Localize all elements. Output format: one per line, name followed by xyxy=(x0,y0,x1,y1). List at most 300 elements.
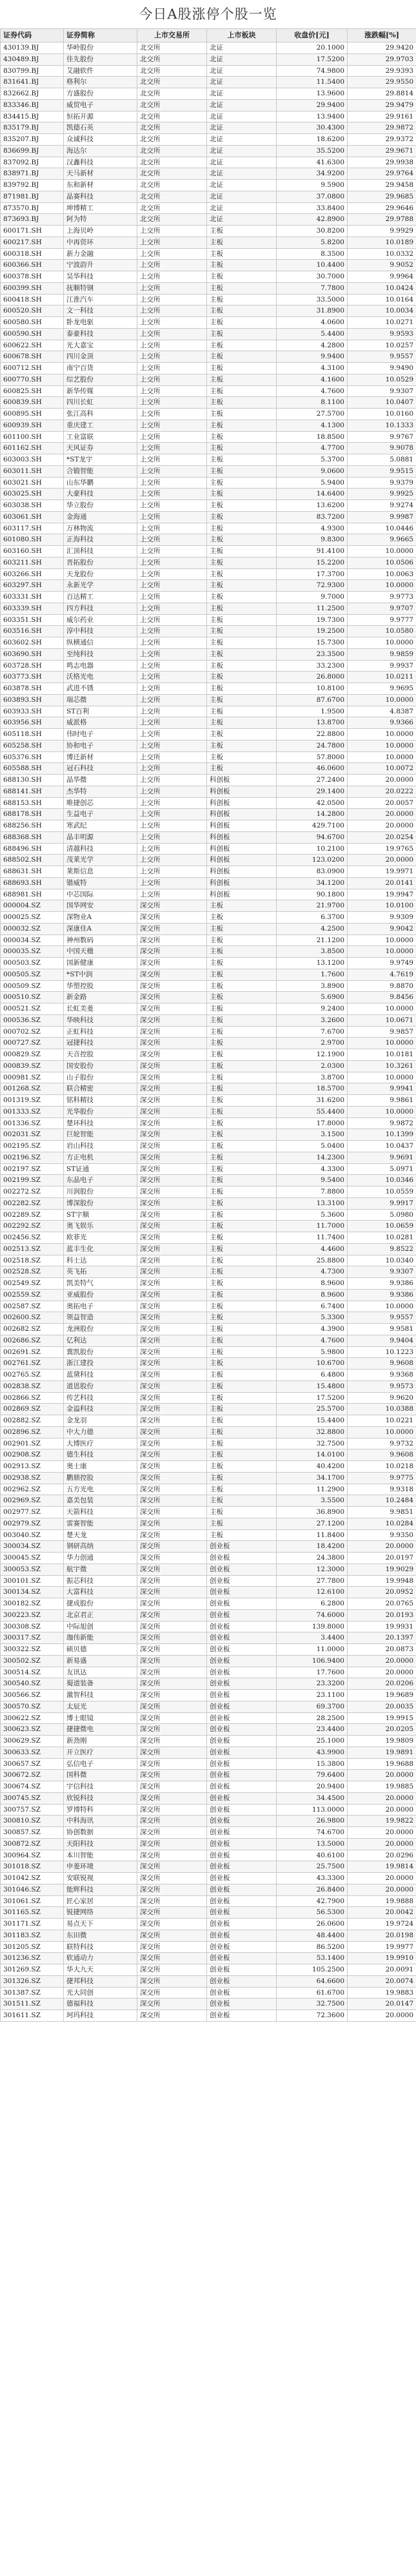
cell-code: 000032.SZ xyxy=(1,923,64,935)
cell-exchange: 深交所 xyxy=(137,1095,207,1107)
cell-exchange: 深交所 xyxy=(137,1724,207,1736)
cell-board: 主板 xyxy=(207,958,277,969)
cell-code: 000503.SZ xyxy=(1,958,64,969)
cell-name: 科士达 xyxy=(64,1255,137,1266)
cell-board: 主板 xyxy=(207,1003,277,1015)
cell-exchange: 上交所 xyxy=(137,592,207,603)
cell-name: 金龙羽 xyxy=(64,1415,137,1427)
cell-close-price: 4.7600 xyxy=(277,1335,348,1346)
cell-board: 北证 xyxy=(207,134,277,146)
cell-change-pct: 5.0980 xyxy=(348,1209,416,1221)
cell-change-pct: 19.9689 xyxy=(348,1690,416,1701)
cell-board: 主板 xyxy=(207,534,277,546)
cell-board: 主板 xyxy=(207,1060,277,1072)
cell-name: 中再资环 xyxy=(64,237,137,248)
cell-code: 002513.SZ xyxy=(1,1243,64,1255)
cell-exchange: 上交所 xyxy=(137,831,207,843)
cell-change-pct: 9.9857 xyxy=(348,1026,416,1038)
cell-code: 836699.BJ xyxy=(1,145,64,157)
cell-code: 002908.SZ xyxy=(1,1449,64,1461)
cell-close-price: 9.2400 xyxy=(277,1003,348,1015)
cell-code: 603297.SH xyxy=(1,580,64,592)
cell-code: 601080.SH xyxy=(1,534,64,546)
cell-board: 主板 xyxy=(207,351,277,363)
cell-name: 匠心家居 xyxy=(64,1895,137,1907)
cell-exchange: 北交所 xyxy=(137,53,207,65)
cell-exchange: 深交所 xyxy=(137,1118,207,1129)
cell-close-price: 9.7000 xyxy=(277,592,348,603)
table-row xyxy=(1,77,416,88)
cell-board: 主板 xyxy=(207,1095,277,1107)
cell-close-price: 30.8200 xyxy=(277,226,348,237)
cell-exchange: 深交所 xyxy=(137,1919,207,1930)
table-row xyxy=(1,1335,416,1346)
cell-exchange: 深交所 xyxy=(137,1301,207,1312)
cell-name: 神州数码 xyxy=(64,935,137,946)
cell-exchange: 上交所 xyxy=(137,374,207,385)
cell-name: 山东华鹏 xyxy=(64,477,137,489)
cell-close-price: 13.9600 xyxy=(277,88,348,100)
table-row xyxy=(1,385,416,397)
table-row xyxy=(1,786,416,797)
cell-change-pct: 9.9732 xyxy=(348,1438,416,1449)
cell-change-pct: 10.0659 xyxy=(348,1221,416,1232)
cell-board: 创业板 xyxy=(207,1792,277,1804)
cell-change-pct: 10.0271 xyxy=(348,317,416,329)
table-row xyxy=(1,1346,416,1358)
cell-change-pct: 29.8814 xyxy=(348,88,416,100)
cell-board: 北证 xyxy=(207,53,277,65)
cell-code: 871981.BJ xyxy=(1,191,64,202)
cell-board: 创业板 xyxy=(207,1861,277,1873)
cell-code: 301061.SZ xyxy=(1,1895,64,1907)
cell-name: 亚威股份 xyxy=(64,1289,137,1301)
cell-name: 钢研高纳 xyxy=(64,1541,137,1553)
cell-exchange: 深交所 xyxy=(137,958,207,969)
cell-exchange: 深交所 xyxy=(137,2010,207,2022)
cell-board: 主板 xyxy=(207,271,277,283)
cell-name: 鹏鼎控股 xyxy=(64,1472,137,1484)
cell-change-pct: 9.8870 xyxy=(348,980,416,992)
table-row xyxy=(1,1484,416,1495)
cell-name: 晶赛科技 xyxy=(64,191,137,202)
cell-change-pct: 9.9557 xyxy=(348,351,416,363)
table-row xyxy=(1,260,416,271)
cell-code: 600318.SH xyxy=(1,248,64,260)
cell-name: 东田微 xyxy=(64,1930,137,1941)
cell-code: 300101.SZ xyxy=(1,1575,64,1587)
table-row xyxy=(1,397,416,409)
cell-exchange: 深交所 xyxy=(137,1209,207,1221)
cell-exchange: 上交所 xyxy=(137,809,207,820)
cell-close-price: 10.8100 xyxy=(277,683,348,695)
table-row xyxy=(1,1873,416,1884)
cell-close-price: 11.7400 xyxy=(277,1232,348,1244)
cell-code: 300045.SZ xyxy=(1,1553,64,1564)
cell-code: 002901.SZ xyxy=(1,1438,64,1449)
cell-change-pct: 10.0437 xyxy=(348,1141,416,1152)
cell-name: 汉鑫科技 xyxy=(64,157,137,168)
cell-exchange: 深交所 xyxy=(137,1770,207,1781)
table-row xyxy=(1,443,416,454)
cell-name: 方盛股份 xyxy=(64,88,137,100)
cell-close-price: 12.1900 xyxy=(277,1049,348,1061)
cell-code: 300810.SZ xyxy=(1,1816,64,1827)
cell-name: 文一科技 xyxy=(64,305,137,317)
cell-code: 603339.SH xyxy=(1,603,64,614)
table-row xyxy=(1,1667,416,1678)
cell-exchange: 深交所 xyxy=(137,1392,207,1404)
table-row xyxy=(1,1941,416,1953)
cell-exchange: 上交所 xyxy=(137,889,207,900)
cell-code: 002199.SZ xyxy=(1,1175,64,1186)
cell-exchange: 北交所 xyxy=(137,88,207,100)
table-row xyxy=(1,1449,416,1461)
cell-close-price: 4.3900 xyxy=(277,1324,348,1335)
cell-change-pct: 29.9420 xyxy=(348,43,416,54)
cell-name: 龙洲股份 xyxy=(64,1324,137,1335)
cell-exchange: 深交所 xyxy=(137,1644,207,1656)
cell-exchange: 上交所 xyxy=(137,328,207,340)
cell-name: 光华股份 xyxy=(64,1106,137,1118)
cell-name: 冀凯股份 xyxy=(64,1346,137,1358)
cell-name: 楚天龙 xyxy=(64,1529,137,1541)
cell-code: 300964.SZ xyxy=(1,1850,64,1861)
cell-code: 300308.SZ xyxy=(1,1621,64,1632)
cell-name: ST宇顺 xyxy=(64,1209,137,1221)
cell-code: 002969.SZ xyxy=(1,1495,64,1507)
cell-close-price: 13.8700 xyxy=(277,717,348,729)
table-row xyxy=(1,122,416,134)
cell-exchange: 北交所 xyxy=(137,145,207,157)
cell-close-price: 18.5700 xyxy=(277,1083,348,1095)
cell-exchange: 上交所 xyxy=(137,694,207,706)
cell-change-pct: 9.9964 xyxy=(348,271,416,283)
cell-name: 大博医疗 xyxy=(64,1438,137,1449)
cell-board: 主板 xyxy=(207,1449,277,1461)
cell-code: 000034.SZ xyxy=(1,935,64,946)
cell-name: 晋拓股份 xyxy=(64,557,137,568)
cell-name: 坤博精工 xyxy=(64,202,137,214)
cell-change-pct: 20.0000 xyxy=(348,2010,416,2022)
cell-close-price: 72.3600 xyxy=(277,2010,348,2022)
cell-board: 创业板 xyxy=(207,1884,277,1895)
cell-board: 主板 xyxy=(207,1507,277,1518)
cell-code: 603893.SH xyxy=(1,694,64,706)
table-row xyxy=(1,1747,416,1758)
cell-code: 000727.SZ xyxy=(1,1038,64,1049)
page-title: 今日A股涨停个股一览 xyxy=(139,6,277,22)
table-row xyxy=(1,1701,416,1712)
cell-close-price: 32.8800 xyxy=(277,1426,348,1438)
cell-close-price: 15.4400 xyxy=(277,1415,348,1427)
cell-exchange: 深交所 xyxy=(137,1827,207,1839)
cell-board: 主板 xyxy=(207,980,277,992)
cell-exchange: 上交所 xyxy=(137,877,207,889)
cell-name: 伟时电子 xyxy=(64,729,137,741)
cell-close-price: 74.9800 xyxy=(277,65,348,77)
cell-name: 激智科技 xyxy=(64,1690,137,1701)
cell-change-pct: 10.0340 xyxy=(348,1255,416,1266)
cell-exchange: 上交所 xyxy=(137,717,207,729)
table-row xyxy=(1,1221,416,1232)
cell-board: 主板 xyxy=(207,363,277,374)
cell-close-price: 83.0900 xyxy=(277,866,348,878)
cell-board: 创业板 xyxy=(207,1724,277,1736)
cell-exchange: 深交所 xyxy=(137,1380,207,1392)
cell-name: 联特科技 xyxy=(64,1941,137,1953)
table-row xyxy=(1,534,416,546)
column-header-exchange: 上市交易所 xyxy=(137,29,207,43)
table-row xyxy=(1,1632,416,1644)
cell-exchange: 深交所 xyxy=(137,1186,207,1198)
cell-exchange: 上交所 xyxy=(137,465,207,477)
cell-board: 主板 xyxy=(207,557,277,568)
cell-change-pct: 19.9765 xyxy=(348,843,416,855)
cell-code: 301165.SZ xyxy=(1,1907,64,1919)
cell-name: 江淮汽车 xyxy=(64,294,137,305)
cell-name: 北京君正 xyxy=(64,1609,137,1621)
cell-close-price: 56.5300 xyxy=(277,1907,348,1919)
cell-change-pct: 9.9350 xyxy=(348,1529,416,1541)
table-row xyxy=(1,351,416,363)
table-row xyxy=(1,1289,416,1301)
cell-board: 科创板 xyxy=(207,843,277,855)
cell-close-price: 15.4800 xyxy=(277,1380,348,1392)
cell-board: 主板 xyxy=(207,1118,277,1129)
table-row xyxy=(1,1095,416,1107)
cell-exchange: 上交所 xyxy=(137,260,207,271)
table-row xyxy=(1,1587,416,1598)
cell-exchange: 深交所 xyxy=(137,1678,207,1690)
cell-board: 创业板 xyxy=(207,1701,277,1712)
cell-change-pct: 20.0000 xyxy=(348,1541,416,1553)
cell-change-pct: 9.9775 xyxy=(348,1472,416,1484)
cell-name: 奥飞娱乐 xyxy=(64,1221,137,1232)
cell-code: 300757.SZ xyxy=(1,1804,64,1816)
cell-code: 000981.SZ xyxy=(1,1072,64,1083)
cell-code: 601162.SH xyxy=(1,443,64,454)
cell-exchange: 深交所 xyxy=(137,1804,207,1816)
cell-exchange: 深交所 xyxy=(137,1312,207,1324)
cell-exchange: 深交所 xyxy=(137,1758,207,1770)
cell-board: 科创板 xyxy=(207,877,277,889)
cell-change-pct: 9.9941 xyxy=(348,1083,416,1095)
cell-code: 002869.SZ xyxy=(1,1404,64,1415)
cell-change-pct: 10.0181 xyxy=(348,1049,416,1061)
cell-change-pct: 19.9724 xyxy=(348,1919,416,1930)
cell-code: 002838.SZ xyxy=(1,1380,64,1392)
table-row xyxy=(1,694,416,706)
cell-code: 000004.SZ xyxy=(1,900,64,912)
cell-close-price: 32.7500 xyxy=(277,1438,348,1449)
table-row xyxy=(1,820,416,832)
cell-board: 主板 xyxy=(207,1232,277,1244)
cell-change-pct: 9.9404 xyxy=(348,1335,416,1346)
cell-exchange: 深交所 xyxy=(137,946,207,958)
cell-close-price: 113.0000 xyxy=(277,1804,348,1816)
cell-code: 830799.BJ xyxy=(1,65,64,77)
cell-board: 主板 xyxy=(207,1461,277,1473)
cell-close-price: 21.1200 xyxy=(277,935,348,946)
cell-change-pct: 20.0206 xyxy=(348,1678,416,1690)
cell-change-pct: 5.0971 xyxy=(348,1163,416,1175)
cell-close-price: 12.6100 xyxy=(277,1587,348,1598)
cell-code: 430489.BJ xyxy=(1,53,64,65)
cell-name: 捷捷微电 xyxy=(64,1724,137,1736)
cell-code: 605376.SH xyxy=(1,751,64,763)
cell-exchange: 上交所 xyxy=(137,523,207,534)
cell-board: 主板 xyxy=(207,489,277,500)
cell-exchange: 上交所 xyxy=(137,409,207,420)
cell-close-price: 11.2500 xyxy=(277,603,348,614)
cell-code: 688496.SH xyxy=(1,843,64,855)
cell-change-pct: 29.9458 xyxy=(348,180,416,191)
cell-name: 合锻智能 xyxy=(64,465,137,477)
cell-board: 主板 xyxy=(207,385,277,397)
table-row xyxy=(1,1930,416,1941)
cell-code: 301018.SZ xyxy=(1,1861,64,1873)
cell-board: 北证 xyxy=(207,180,277,191)
cell-code: 301511.SZ xyxy=(1,1999,64,2010)
cell-close-price: 9.9400 xyxy=(277,351,348,363)
column-header-name: 证券简称 xyxy=(64,29,137,43)
cell-close-price: 28.2500 xyxy=(277,1712,348,1724)
cell-code: 603602.SH xyxy=(1,637,64,649)
cell-change-pct: 10.0446 xyxy=(348,523,416,534)
cell-exchange: 深交所 xyxy=(137,1736,207,1747)
cell-change-pct: 10.0000 xyxy=(348,580,416,592)
table-row xyxy=(1,111,416,122)
cell-name: 正虹科技 xyxy=(64,1026,137,1038)
cell-code: 603061.SH xyxy=(1,511,64,523)
cell-exchange: 深交所 xyxy=(137,1895,207,1907)
cell-name: 中际旭创 xyxy=(64,1621,137,1632)
table-row xyxy=(1,1106,416,1118)
table-row xyxy=(1,672,416,683)
cell-exchange: 上交所 xyxy=(137,706,207,717)
table-row xyxy=(1,420,416,431)
cell-name: 天箭科技 xyxy=(64,1507,137,1518)
cell-board: 创业板 xyxy=(207,1770,277,1781)
cell-exchange: 上交所 xyxy=(137,477,207,489)
cell-code: 002691.SZ xyxy=(1,1346,64,1358)
cell-close-price: 27.1200 xyxy=(277,1518,348,1529)
cell-code: 300034.SZ xyxy=(1,1541,64,1553)
cell-exchange: 深交所 xyxy=(137,1953,207,1964)
cell-code: 002587.SZ xyxy=(1,1301,64,1312)
cell-name: 泰豪科技 xyxy=(64,328,137,340)
cell-change-pct: 9.9872 xyxy=(348,1118,416,1129)
cell-change-pct: 10.0000 xyxy=(348,751,416,763)
table-row xyxy=(1,1770,416,1781)
table-row xyxy=(1,1129,416,1141)
cell-exchange: 深交所 xyxy=(137,1415,207,1427)
cell-close-price: 13.6200 xyxy=(277,500,348,512)
cell-close-price: 2.9700 xyxy=(277,1038,348,1049)
cell-change-pct: 9.9515 xyxy=(348,465,416,477)
table-row xyxy=(1,1163,416,1175)
cell-change-pct: 10.0281 xyxy=(348,1232,416,1244)
cell-change-pct: 9.9490 xyxy=(348,363,416,374)
cell-code: 603933.SH xyxy=(1,706,64,717)
cell-exchange: 深交所 xyxy=(137,1141,207,1152)
cell-change-pct: 9.9929 xyxy=(348,226,416,237)
cell-code: 300633.SZ xyxy=(1,1747,64,1758)
cell-board: 主板 xyxy=(207,592,277,603)
cell-exchange: 深交所 xyxy=(137,1873,207,1884)
table-row xyxy=(1,1495,416,1507)
cell-change-pct: 9.9593 xyxy=(348,328,416,340)
cell-code: 688981.SH xyxy=(1,889,64,900)
cell-name: 沃格光电 xyxy=(64,672,137,683)
cell-board: 主板 xyxy=(207,614,277,626)
cell-code: 600366.SH xyxy=(1,260,64,271)
cell-exchange: 北交所 xyxy=(137,111,207,122)
cell-board: 主板 xyxy=(207,1392,277,1404)
cell-exchange: 上交所 xyxy=(137,614,207,626)
cell-board: 主板 xyxy=(207,454,277,466)
cell-change-pct: 19.9977 xyxy=(348,1941,416,1953)
cell-close-price: 34.1200 xyxy=(277,877,348,889)
table-row xyxy=(1,831,416,843)
cell-change-pct: 10.3261 xyxy=(348,1060,416,1072)
cell-change-pct: 9.9307 xyxy=(348,1266,416,1278)
cell-close-price: 23.3200 xyxy=(277,1678,348,1690)
cell-change-pct: 10.0211 xyxy=(348,672,416,683)
cell-change-pct: 20.0000 xyxy=(348,1667,416,1678)
cell-change-pct: 10.0000 xyxy=(348,1106,416,1118)
cell-close-price: 42.7900 xyxy=(277,1895,348,1907)
cell-name: 万林物流 xyxy=(64,523,137,534)
cell-change-pct: 20.0000 xyxy=(348,1873,416,1884)
cell-close-price: 5.3300 xyxy=(277,1312,348,1324)
table-row xyxy=(1,1553,416,1564)
cell-change-pct: 29.9161 xyxy=(348,111,416,122)
cell-name: 新金路 xyxy=(64,992,137,1003)
cell-exchange: 北交所 xyxy=(137,168,207,180)
cell-code: 603331.SH xyxy=(1,592,64,603)
table-row xyxy=(1,969,416,980)
cell-board: 主板 xyxy=(207,1038,277,1049)
cell-close-price: 10.2100 xyxy=(277,843,348,855)
cell-change-pct: 20.0074 xyxy=(348,1975,416,1987)
cell-name: 天音控股 xyxy=(64,1049,137,1061)
cell-board: 创业板 xyxy=(207,1632,277,1644)
cell-name: 淳中科技 xyxy=(64,626,137,637)
table-row xyxy=(1,374,416,385)
cell-change-pct: 29.9372 xyxy=(348,134,416,146)
cell-change-pct: 20.0000 xyxy=(348,1804,416,1816)
cell-name: 唯捷创芯 xyxy=(64,797,137,809)
cell-exchange: 上交所 xyxy=(137,340,207,351)
cell-change-pct: 20.0222 xyxy=(348,786,416,797)
cell-name: 鸣志电器 xyxy=(64,660,137,672)
cell-exchange: 深交所 xyxy=(137,1541,207,1553)
cell-change-pct: 29.9938 xyxy=(348,157,416,168)
cell-code: 300674.SZ xyxy=(1,1781,64,1793)
cell-change-pct: 20.0091 xyxy=(348,1964,416,1976)
cell-board: 主板 xyxy=(207,672,277,683)
cell-close-price: 20.1000 xyxy=(277,43,348,54)
cell-change-pct: 10.0034 xyxy=(348,305,416,317)
cell-close-price: 13.5000 xyxy=(277,1838,348,1850)
cell-close-price: 83.7200 xyxy=(277,511,348,523)
cell-board: 创业板 xyxy=(207,1941,277,1953)
cell-change-pct: 9.9307 xyxy=(348,385,416,397)
cell-change-pct: 20.0147 xyxy=(348,1999,416,2010)
cell-board: 主板 xyxy=(207,477,277,489)
